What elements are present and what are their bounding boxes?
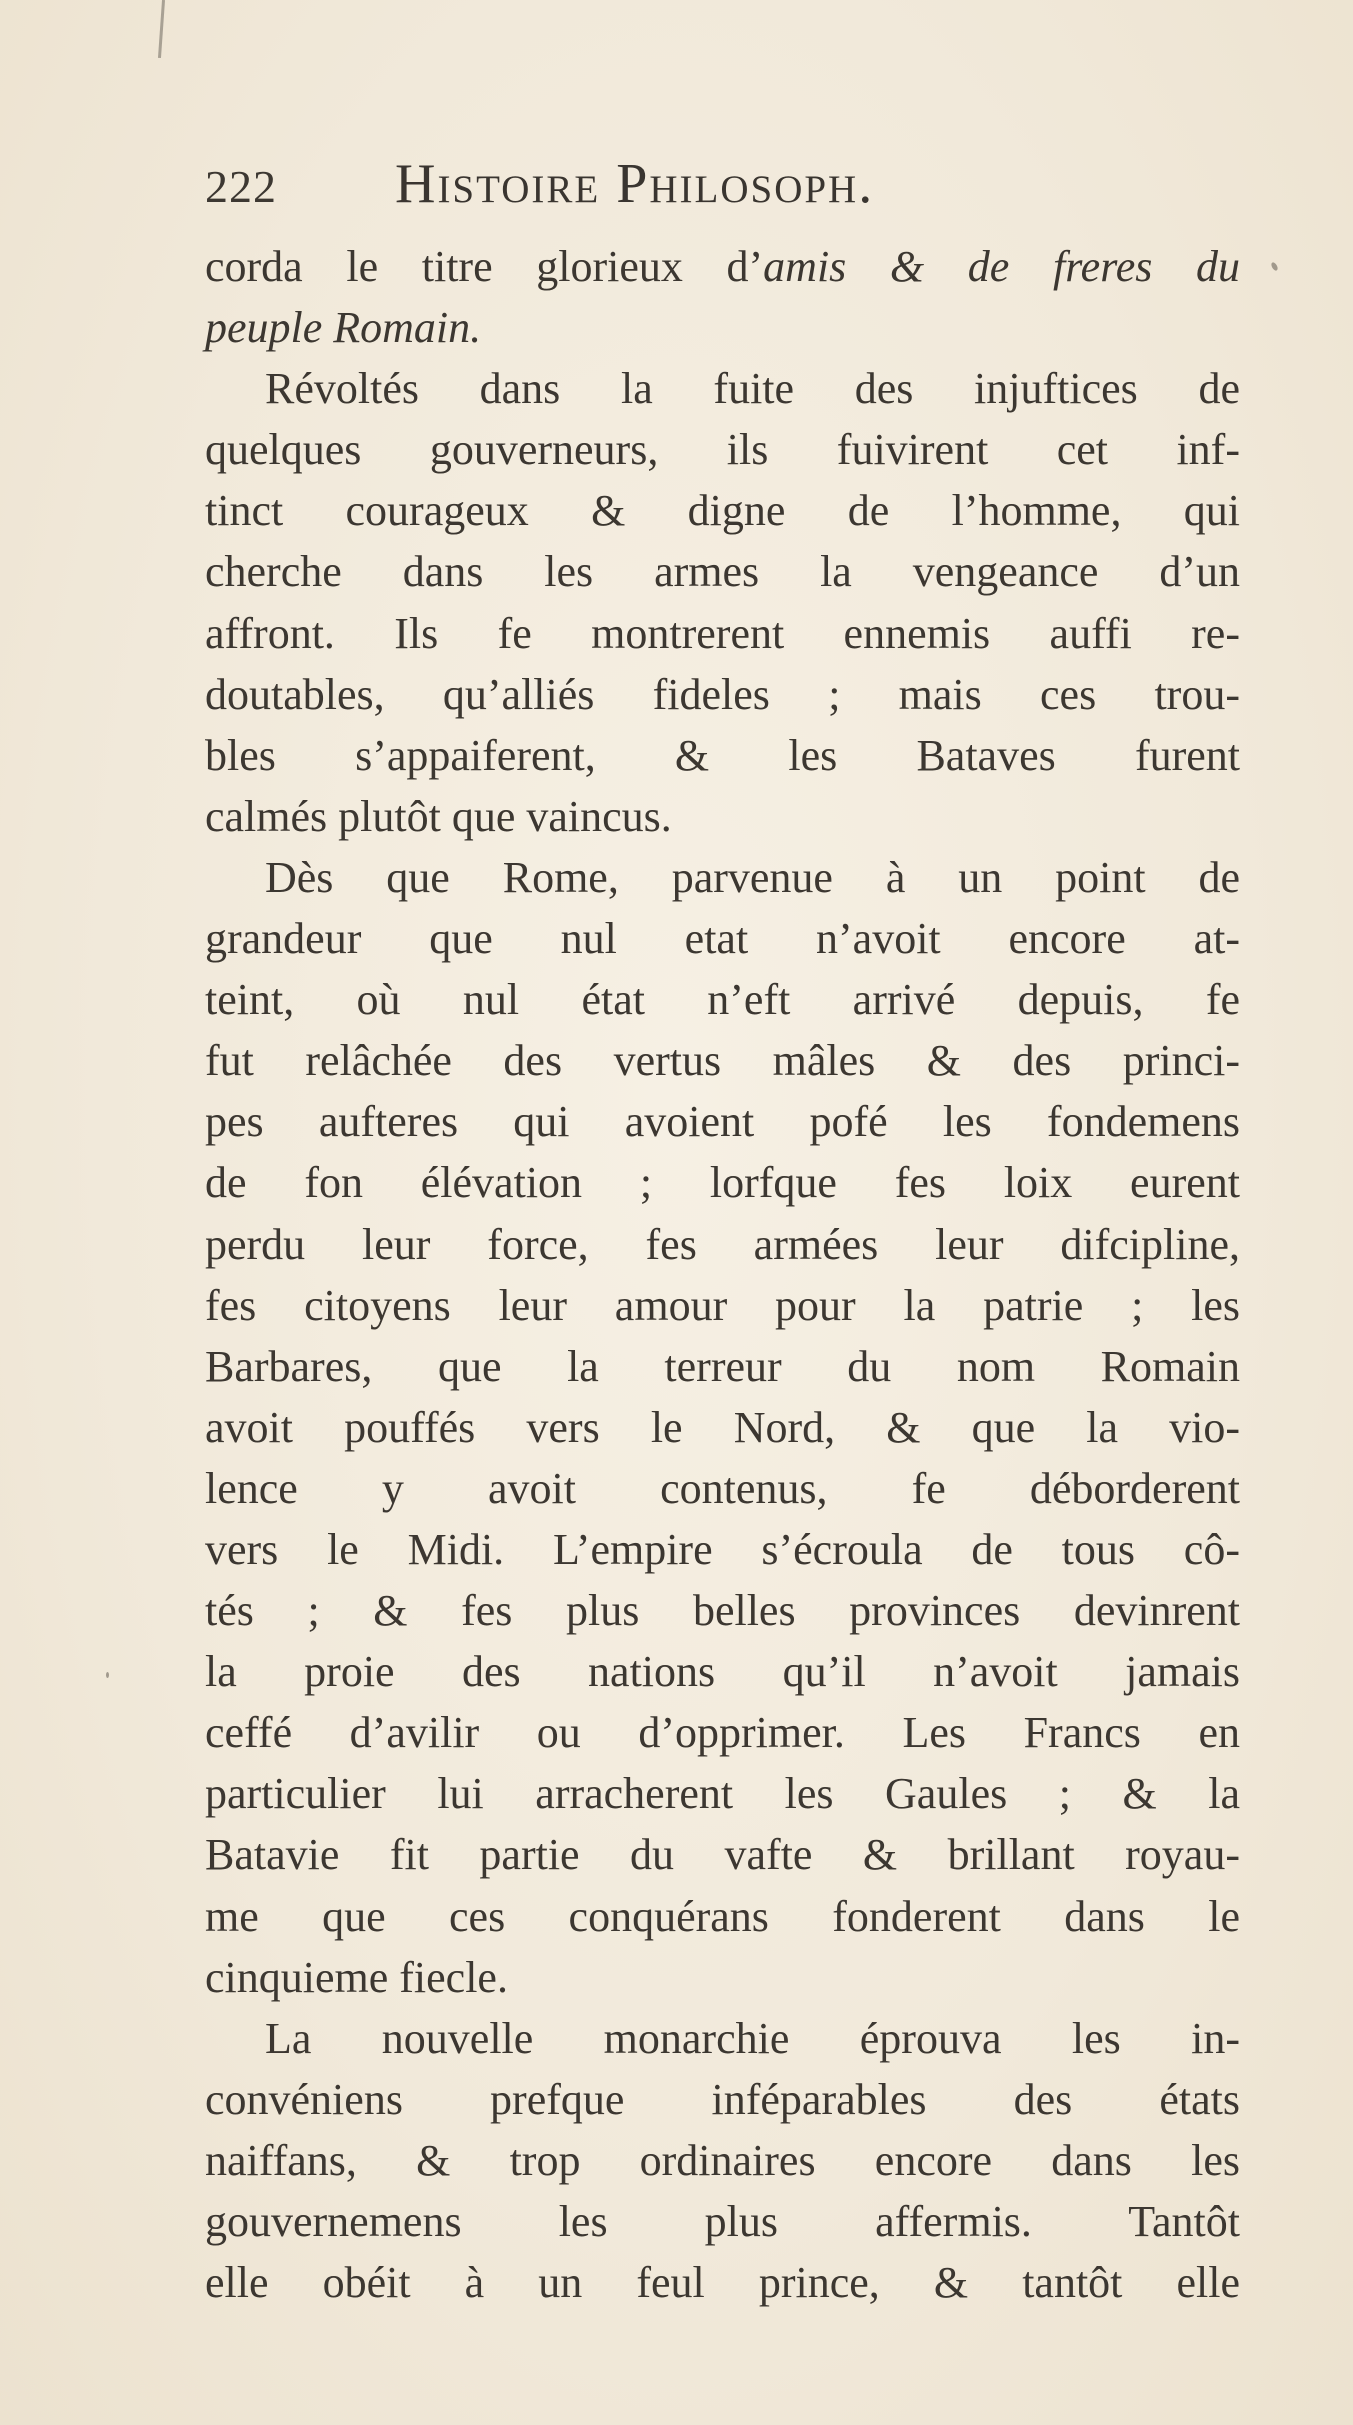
text-line: [205, 2252, 1240, 2313]
text-segment: Barbares, que la terreur du nom Romain: [205, 1341, 1240, 1391]
body-text: [205, 236, 1240, 2313]
text-segment: vers le Midi. L’empire s’écroula de tous cô-: [205, 1524, 1240, 1574]
text-segment: lence y avoit contenus, fe déborderent: [205, 1463, 1240, 1513]
text-line: [205, 847, 1240, 908]
italic-text: amis & de freres du: [763, 242, 1240, 291]
text-line: [205, 1641, 1240, 1702]
text-line: [205, 1519, 1240, 1580]
paper-speck: [106, 1672, 109, 1678]
text-segment: Dès que Rome, parvenue à un point de: [265, 852, 1240, 902]
text-line: [205, 236, 1240, 297]
text-line: [205, 1824, 1240, 1885]
text-segment: calmés plutôt que vaincus.: [205, 791, 672, 841]
text-segment: de fon élévation ; lorfque fes loix eurent: [205, 1158, 1240, 1208]
text-line: [205, 1397, 1240, 1458]
text-segment: cherche dans les armes la vengeance d’un: [205, 547, 1240, 597]
text-segment: convéniens prefque inféparables des états: [205, 2074, 1240, 2124]
text-line: [205, 1458, 1240, 1519]
text-line: [205, 297, 1240, 358]
text-segment: affront. Ils fe montrerent ennemis auffi re-: [205, 608, 1240, 658]
text-line: [205, 541, 1240, 602]
text-line: [205, 603, 1240, 664]
text-line: [205, 358, 1240, 419]
text-segment: perdu leur force, fes armées leur difcipline,: [205, 1219, 1240, 1269]
text-segment: cinquieme fiecle.: [205, 1952, 508, 2002]
text-segment: naiffans, & trop ordinaires encore dans les: [205, 2135, 1240, 2185]
text-line: [205, 1886, 1240, 1947]
text-segment: pes aufteres qui avoient pofé les fondemens: [205, 1097, 1240, 1147]
ink-stroke-mark: [158, 0, 165, 58]
text-segment: La nouvelle monarchie éprouva les in-: [265, 2013, 1240, 2063]
text-segment: avoit pouffés vers le Nord, & que la vio-: [205, 1402, 1240, 1452]
text-segment: teint, où nul état n’eft arrivé depuis, fe: [205, 975, 1240, 1025]
text-line: [205, 1947, 1240, 2008]
text-line: [205, 1275, 1240, 1336]
text-segment: corda le titre glorieux d’: [205, 242, 764, 291]
text-segment: ceffé d’avilir ou d’opprimer. Les Francs en: [205, 1708, 1240, 1758]
text-segment: fes citoyens leur amour pour la patrie ; les: [205, 1280, 1240, 1330]
text-line: [205, 2008, 1240, 2069]
text-line: [205, 1580, 1240, 1641]
text-line: [205, 1763, 1240, 1824]
text-segment: gouvernemens les plus affermis. Tantôt: [205, 2197, 1240, 2246]
text-line: [205, 2191, 1240, 2252]
text-line: [205, 786, 1240, 847]
paper-speck: [1270, 261, 1279, 271]
text-line: [205, 2130, 1240, 2191]
text-segment: Révoltés dans la fuite des injuftices de: [265, 364, 1240, 414]
text-line: [205, 725, 1240, 786]
text-line: [205, 480, 1240, 541]
text-line: [205, 1336, 1240, 1397]
italic-text: peuple Romain.: [205, 303, 482, 353]
text-segment: doutables, qu’alliés fideles ; mais ces trou-: [205, 669, 1240, 719]
text-segment: elle obéit à un feul prince, & tantôt elle: [205, 2258, 1240, 2308]
page-header: [205, 150, 1255, 220]
text-line: [205, 1152, 1240, 1213]
text-line: [205, 1030, 1240, 1091]
running-title: Histoire Philosoph.: [395, 153, 875, 215]
text-segment: tinct courageux & digne de l’homme, qui: [205, 486, 1240, 536]
text-line: [205, 1702, 1240, 1763]
text-line: [205, 1091, 1240, 1152]
text-line: [205, 419, 1240, 480]
text-segment: grandeur que nul etat n’avoit encore at-: [205, 914, 1240, 964]
text-segment: quelques gouverneurs, ils fuivirent cet inf-: [205, 425, 1240, 475]
text-line: [205, 1214, 1240, 1275]
text-segment: fut relâchée des vertus mâles & des princi-: [205, 1036, 1240, 1086]
text-segment: me que ces conquérans fonderent dans le: [205, 1891, 1240, 1941]
page-number: 222: [205, 161, 277, 212]
text-segment: tés ; & fes plus belles provinces devinrent: [205, 1586, 1240, 1636]
text-segment: Batavie fit partie du vafte & brillant royau-: [205, 1830, 1240, 1880]
text-line: [205, 908, 1240, 969]
text-line: [205, 969, 1240, 1030]
text-segment: la proie des nations qu’il n’avoit jamais: [205, 1647, 1240, 1697]
text-line: [205, 2069, 1240, 2130]
text-line: [205, 664, 1240, 725]
text-segment: particulier lui arracherent les Gaules ; & la: [205, 1769, 1240, 1819]
text-segment: bles s’appaiferent, & les Bataves furent: [205, 730, 1240, 780]
